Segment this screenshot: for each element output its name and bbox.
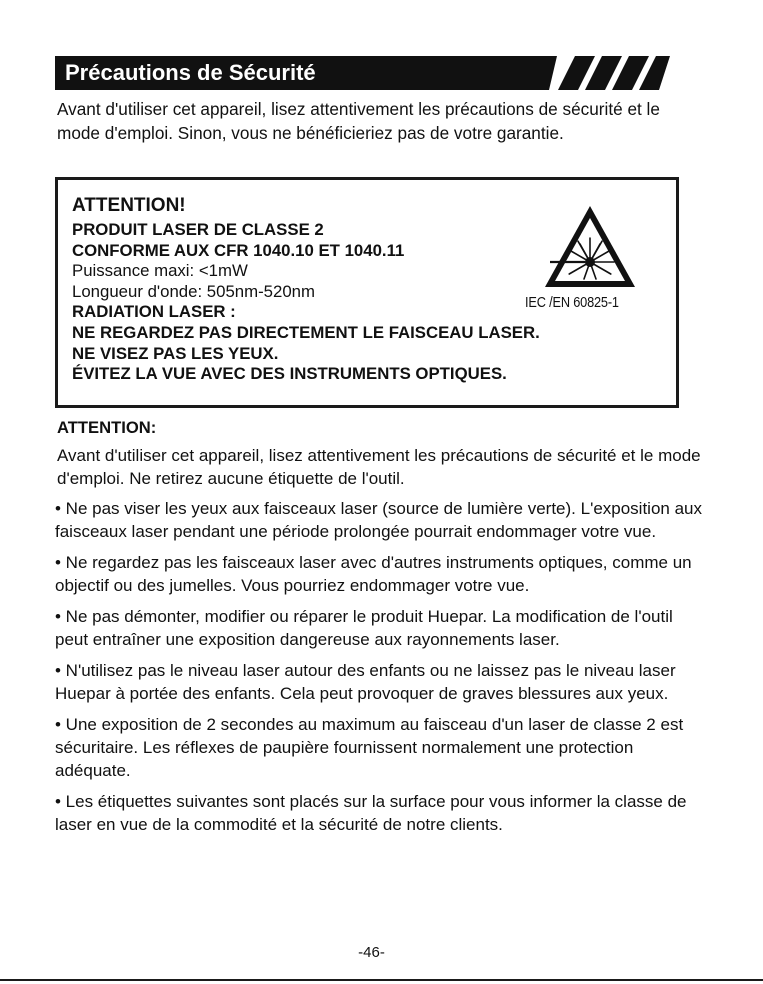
attention-heading: ATTENTION: <box>57 418 157 437</box>
section-header <box>55 56 670 90</box>
warning-line: Puissance maxi: <1mW <box>72 261 248 281</box>
list-item: • Ne pas démonter, modifier ou réparer le produit Huepar. La modification de l'outil peut entraîner une exposition dangereuse aux rayonnements laser. <box>55 607 673 649</box>
attention-intro: Avant d'utiliser cet appareil, lisez attentivement les précautions de sécurité et le mode d'emploi. Ne retirez aucune étiquette de l'outil. <box>57 446 701 488</box>
list-item: • N'utilisez pas le niveau laser autour des enfants ou ne laissez pas le niveau laser Huepar à portée des enfants. Cela peut provoquer de graves blessures aux yeux. <box>55 661 676 703</box>
list-item: • Ne pas viser les yeux aux faisceaux laser (source de lumière verte). L'exposition aux faisceaux laser pendant une période prolongée pourrait endommager votre vue. <box>55 499 702 541</box>
warning-line: CONFORME AUX CFR 1040.10 ET 1040.11 <box>72 240 405 260</box>
laser-warning-box <box>55 177 679 408</box>
page-number: -46- <box>358 944 385 961</box>
warning-line: NE REGARDEZ PAS DIRECTEMENT LE FAISCEAU LASER. <box>72 322 540 342</box>
iec-standard-label: IEC /EN 60825-1 <box>525 295 619 311</box>
warning-line: PRODUIT LASER DE CLASSE 2 <box>72 220 324 239</box>
bottom-divider <box>0 979 763 981</box>
warning-line: RADIATION LASER : <box>72 302 236 322</box>
precaution-list <box>55 497 705 844</box>
page-title: Précautions de Sécurité <box>65 60 316 85</box>
list-item: • Ne regardez pas les faisceaux laser avec d'autres instruments optiques, comme un objectif ou des jumelles. Vous pourriez endommager votre vue. <box>55 553 692 595</box>
warning-line: ÉVITEZ LA VUE AVEC DES INSTRUMENTS OPTIQUES. <box>72 364 507 384</box>
list-item: • Une exposition de 2 secondes au maximum au faisceau d'un laser de classe 2 est sécuritaire. Les réflexes de paupière fournissent normalement une protection adéquate. <box>55 715 684 780</box>
list-item: • Les étiquettes suivantes sont placés sur la surface pour vous informer la classe de laser en vue de la commodité et la sécurité de notre clients. <box>55 792 687 834</box>
warning-line: NE VISEZ PAS LES YEUX. <box>72 343 279 363</box>
warning-title: ATTENTION! <box>72 195 186 216</box>
laser-warning-triangle-icon <box>542 203 638 291</box>
intro-paragraph: Avant d'utiliser cet appareil, lisez attentivement les précautions de sécurité et le mode d'emploi. Sinon, vous ne bénéficieriez pas de votre garantie. <box>57 99 660 143</box>
warning-line: Longueur d'onde: 505nm-520nm <box>72 281 315 301</box>
